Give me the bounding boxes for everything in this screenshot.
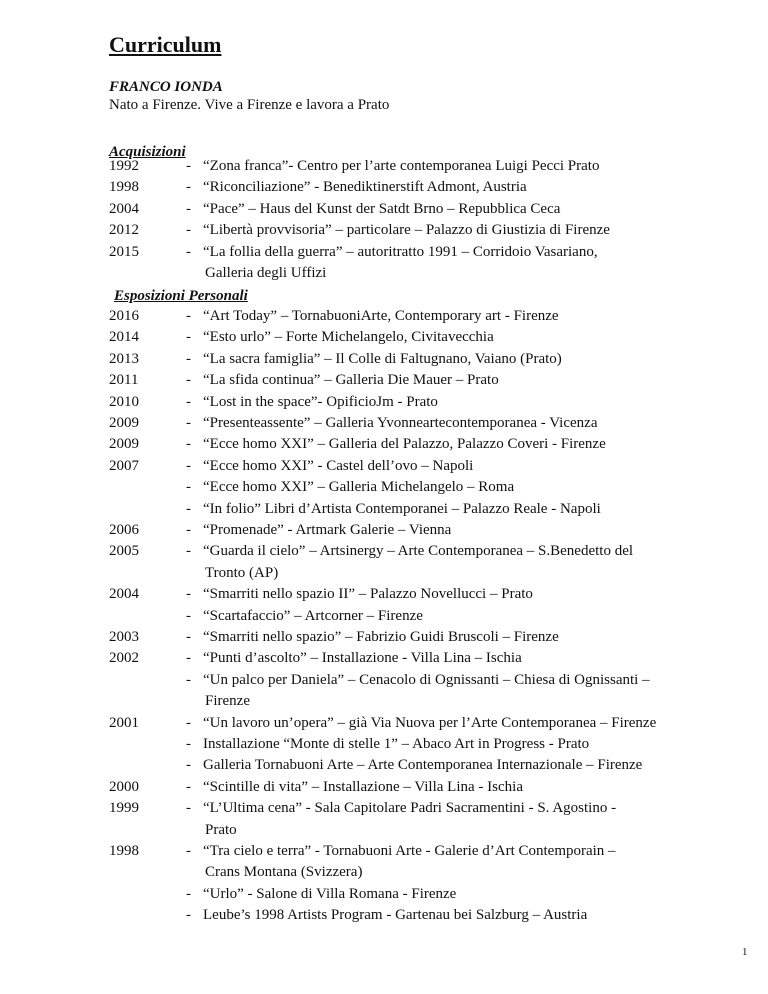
entry-bullet: - (186, 650, 191, 667)
entry-bullet: - (186, 500, 191, 517)
entry-description: “La sfida continua” – Galleria Die Mauer – Prato (203, 372, 499, 389)
entry-year: 2015 (109, 243, 139, 260)
entry-year: 2009 (109, 436, 139, 453)
artist-bio: Nato a Firenze. Vive a Firenze e lavora a Prato (109, 97, 390, 113)
entry-bullet: - (186, 714, 191, 731)
entry-year: 1999 (109, 800, 139, 817)
entry-year: 2003 (109, 629, 139, 645)
entry-year: 2016 (109, 308, 139, 324)
entry-description: “In folio” Libri d’Artista Contemporanei – Palazzo Reale - Napoli (203, 500, 601, 517)
entry-bullet: - (186, 200, 191, 217)
entry-bullet: - (186, 393, 191, 410)
entry-bullet: - (186, 843, 191, 859)
entry-bullet: - (186, 778, 191, 795)
entry-year: 2013 (109, 350, 139, 367)
entry-bullet: - (186, 436, 191, 453)
entry-bullet: - (186, 736, 191, 752)
entry-description-continued: Tronto (AP) (205, 564, 279, 581)
entry-description: “Scintille di vita” – Installazione – Villa Lina - Ischia (203, 778, 523, 795)
entry-bullet: - (186, 607, 191, 624)
entry-description: “Esto urlo” – Forte Michelangelo, Civitavecchia (203, 329, 494, 346)
entry-description: “La sacra famiglia” – Il Colle di Faltugnano, Vaiano (Prato) (203, 350, 562, 367)
entry-year: 2010 (109, 393, 139, 410)
entry-bullet: - (186, 543, 191, 560)
entry-bullet: - (186, 158, 191, 174)
entry-year: 2002 (109, 650, 139, 667)
entry-description: “Urlo” - Salone di Villa Romana - Firenze (203, 885, 457, 902)
entry-description: “Lost in the space”- OpificioJm - Prato (203, 393, 438, 410)
entry-bullet: - (186, 179, 191, 196)
entry-year: 1998 (109, 843, 139, 859)
entry-year: 2012 (109, 222, 139, 239)
entry-description-continued: Crans Montana (Svizzera) (205, 864, 363, 881)
entry-description: “Art Today” – TornabuoniArte, Contemporary art - Firenze (203, 308, 559, 324)
entry-year: 2014 (109, 329, 139, 346)
entry-bullet: - (186, 222, 191, 239)
page-number: 1 (742, 946, 748, 958)
entry-bullet: - (186, 243, 191, 260)
entry-bullet: - (186, 479, 191, 496)
entry-description: “Libertà provvisoria” – particolare – Palazzo di Giustizia di Firenze (203, 222, 610, 239)
entry-description: “Un palco per Daniela” – Cenacolo di Ognissanti – Chiesa di Ognissanti – (203, 671, 650, 688)
entry-bullet: - (186, 885, 191, 902)
entry-year: 2007 (109, 457, 139, 474)
entry-description: “Scartafaccio” – Artcorner – Firenze (203, 607, 423, 624)
entry-year: 2001 (109, 714, 139, 731)
entry-description: Leube’s 1998 Artists Program - Gartenau bei Salzburg – Austria (203, 907, 588, 924)
entry-bullet: - (186, 629, 191, 645)
entry-description-continued: Firenze (205, 693, 250, 710)
entry-description: “Promenade” - Artmark Galerie – Vienna (203, 522, 452, 538)
entry-description: “Ecce homo XXI” – Galleria Michelangelo – Roma (203, 479, 515, 496)
entry-description: “Riconciliazione” - Benediktinerstift Admont, Austria (203, 179, 527, 196)
entry-bullet: - (186, 800, 191, 817)
entry-year: 2004 (109, 586, 139, 603)
entry-bullet: - (186, 415, 191, 431)
entry-year: 2005 (109, 543, 139, 560)
entry-bullet: - (186, 907, 191, 924)
entry-description: “Smarriti nello spazio II” – Palazzo Novellucci – Prato (203, 586, 533, 603)
entry-year: 1992 (109, 158, 139, 174)
entry-description: “Smarriti nello spazio” – Fabrizio Guidi Bruscoli – Firenze (203, 629, 559, 645)
artist-name: FRANCO IONDA (109, 79, 223, 95)
entry-bullet: - (186, 372, 191, 389)
entry-bullet: - (186, 308, 191, 324)
entry-description: “Zona franca”- Centro per l’arte contemporanea Luigi Pecci Prato (203, 158, 600, 174)
entry-year: 2000 (109, 778, 139, 795)
entry-description: “Presenteassente” – Galleria Yvonneartecontemporanea - Vicenza (203, 415, 598, 431)
entry-bullet: - (186, 522, 191, 538)
entry-bullet: - (186, 671, 191, 688)
entry-description-continued: Galleria degli Uffizi (205, 264, 327, 281)
entry-description: “Guarda il cielo” – Artsinergy – Arte Contemporanea – S.Benedetto del (203, 543, 634, 560)
entry-year: 2011 (109, 372, 139, 389)
entry-description: Installazione “Monte di stelle 1” – Abaco Art in Progress - Prato (203, 736, 590, 752)
entry-description: “Un lavoro un’opera” – già Via Nuova per l’Arte Contemporanea – Firenze (203, 714, 657, 731)
entry-bullet: - (186, 586, 191, 603)
entry-bullet: - (186, 350, 191, 367)
entry-year: 2004 (109, 200, 139, 217)
entry-description: “L’Ultima cena” - Sala Capitolare Padri Sacramentini - S. Agostino - (203, 800, 617, 817)
entry-year: 1998 (109, 179, 139, 196)
entry-description: “La follia della guerra” – autoritratto 1991 – Corridoio Vasariano, (203, 243, 598, 260)
entry-year: 2009 (109, 415, 139, 431)
entry-bullet: - (186, 457, 191, 474)
entry-description: “Pace” – Haus del Kunst der Satdt Brno – Repubblica Ceca (203, 200, 561, 217)
entry-description: “Ecce homo XXI” - Castel dell’ovo – Napoli (203, 457, 474, 474)
entry-description-continued: Prato (205, 821, 237, 838)
entry-description: Galleria Tornabuoni Arte – Arte Contemporanea Internazionale – Firenze (203, 757, 643, 774)
entry-description: “Punti d’ascolto” – Installazione - Villa Lina – Ischia (203, 650, 522, 667)
section-heading: Esposizioni Personali (114, 288, 248, 304)
entry-bullet: - (186, 329, 191, 346)
entry-description: “Ecce homo XXI” – Galleria del Palazzo, Palazzo Coveri - Firenze (203, 436, 606, 453)
entry-description: “Tra cielo e terra” - Tornabuoni Arte - Galerie d’Art Contemporain – (203, 843, 616, 859)
section-heading: Acquisizioni (109, 144, 186, 160)
document-title: Curriculum (109, 32, 222, 57)
entry-bullet: - (186, 757, 191, 774)
entry-year: 2006 (109, 522, 139, 538)
